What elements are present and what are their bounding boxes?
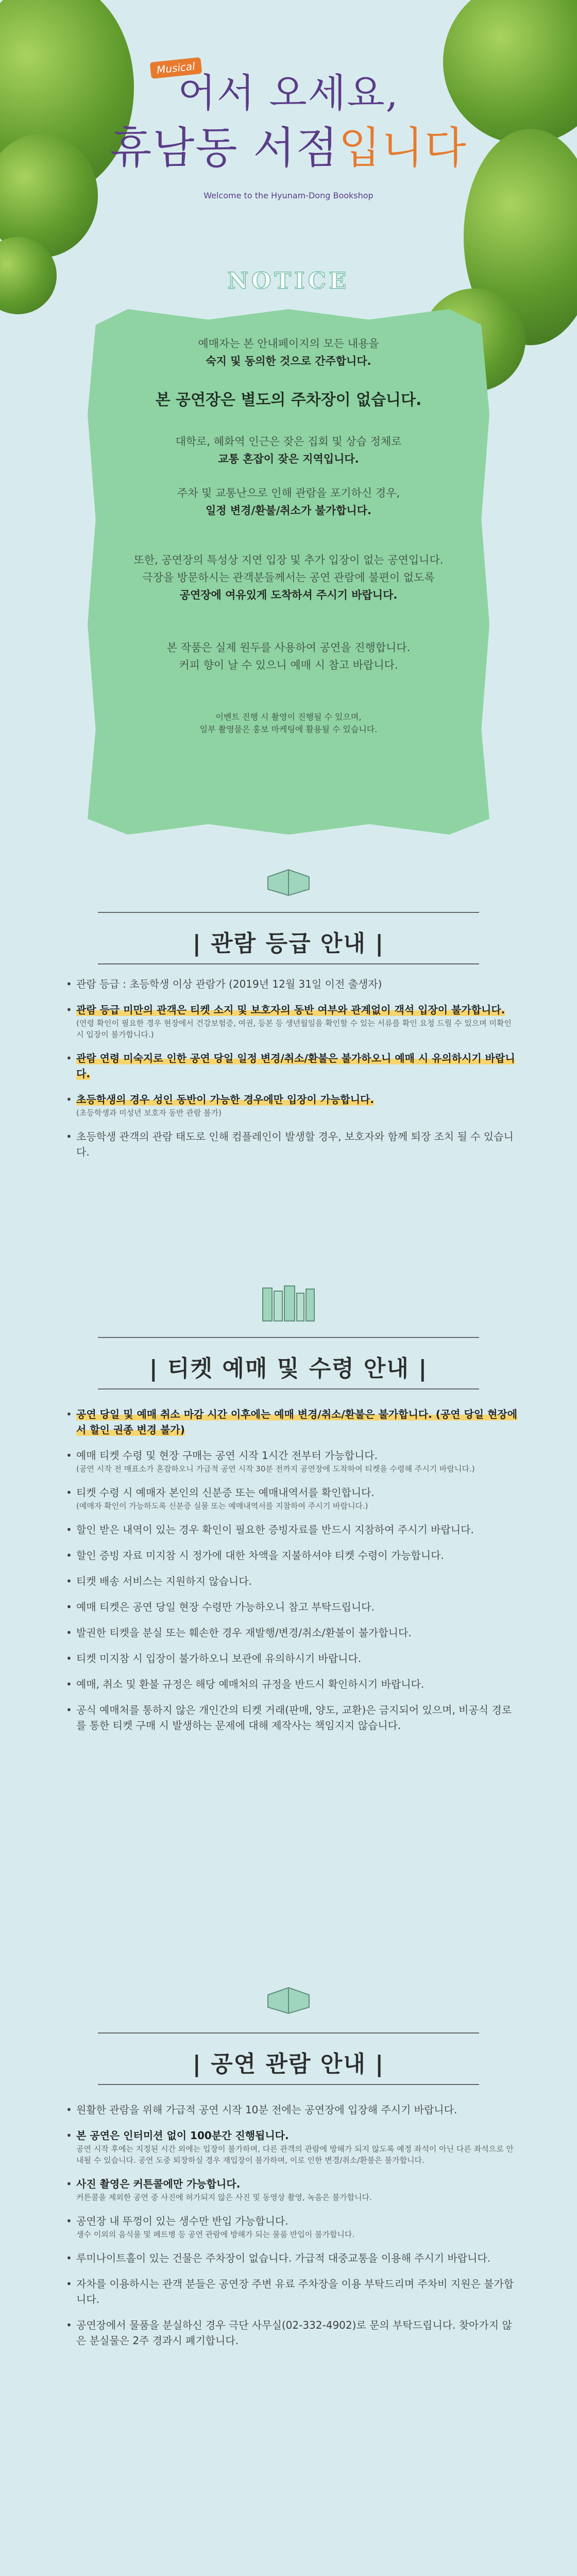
list-item: • 초등학생 관객의 관람 태도로 인해 컴플레인이 발생할 경우, 보호자와 함께 퇴장 조치 될 수 있습니다.	[66, 1129, 519, 1160]
list-item-text: 관람 연령 미숙지로 인한 공연 당일 일정 변경/취소/환불은 불가하오니 예매 시 유의하시기 바랍니다.	[76, 1052, 515, 1080]
notice-p3-line1: 주차 및 교통난으로 인해 관람을 포기하신 경우,	[177, 487, 400, 499]
list-item: • 발권한 티켓을 분실 또는 훼손한 경우 재발행/변경/취소/환불이 불가합니다.	[66, 1625, 519, 1640]
notice-p4	[103, 551, 474, 604]
section2-list	[66, 1406, 519, 1743]
section2-heading: | 티켓 예매 및 수령 안내 |	[149, 1355, 428, 1382]
notice-p6	[103, 711, 474, 736]
list-item-text: 본 공연은 인터미션 없이 100분간 진행됩니다.	[76, 2129, 289, 2142]
hero-title-line2	[0, 113, 577, 176]
list-item: • 할인 증빙 자료 미지참 시 정가에 대한 차액을 지불하셔야 티켓 수령이 가능합니다.	[66, 1548, 519, 1563]
notice-p1-line2: 숙지 및 동의한 것으로 간주합니다.	[206, 355, 371, 367]
notice-p6-line1: 이벤트 진행 시 촬영이 진행될 수 있으며,	[215, 712, 362, 722]
list-item-note: 공연 시작 후에는 지정된 시간 외에는 입장이 불가하며, 다른 관객의 관람에 방해가 되지 않도록 예정 좌석이 아닌 다른 좌석으로 안내될 수 있습니다. 공연 도중 퇴장하실 경우 재입장이 불가하며, 이로 인한 변경/취소/환불은 불가합니다.	[76, 2144, 514, 2165]
book-icon	[265, 1984, 312, 2014]
notice-p5-line1: 본 작품은 실제 원두를 사용하여 공연을 진행합니다.	[166, 641, 411, 654]
list-item: • 예매 티켓은 공연 당일 현장 수령만 가능하오니 참고 부탁드립니다.	[66, 1599, 519, 1615]
hero-title-bookshop: 휴남동 서점	[110, 123, 339, 173]
list-item-note: (예매자 확인이 가능하도록 신분증 실물 또는 예매내역서를 지참하여 주시기 바랍니다.)	[76, 1501, 368, 1511]
section1-bottom-rule	[98, 963, 479, 964]
notice-p2	[103, 433, 474, 468]
list-item-note: 생수 이외의 음식물 및 페트병 등 공연 관람에 방해가 되는 물품 반입이 불가합니다.	[76, 2230, 355, 2239]
notice-p4-line2: 극장을 방문하시는 관객분들께서는 공연 관람에 불편이 없도록	[142, 571, 435, 584]
list-item: • 원활한 관람을 위해 가급적 공연 시작 10분 전에는 공연장에 입장해 주시기 바랍니다.	[66, 2102, 519, 2117]
list-item: • 자차를 이용하시는 관객 분들은 공연장 주변 유료 주차장을 이용 부탁드리며 주차비 지원은 불가합니다.	[66, 2276, 519, 2307]
list-item	[66, 1448, 519, 1475]
list-item-text: 관람 등급 미만의 관객은 티켓 소지 및 보호자의 동반 여부와 관계없이 객석 입장이 불가합니다.	[76, 1004, 505, 1016]
list-item	[66, 2128, 519, 2166]
books-icon	[258, 1283, 319, 1324]
list-item-text: 초등학생의 경우 성인 동반이 가능한 경우에만 입장이 가능합니다.	[76, 1093, 374, 1106]
list-item-text: 티켓 수령 시 예매자 본인의 신분증 또는 예매내역서를 확인합니다.	[76, 1486, 375, 1499]
book-icon	[265, 866, 312, 896]
list-item: • 루미나이트홀이 있는 건물은 주차장이 없습니다. 가급적 대중교통을 이용해 주시기 바랍니다.	[66, 2250, 519, 2266]
list-item: • 공연장에서 물품을 분실하신 경우 극단 사무실(02-332-4902)로 문의 부탁드립니다. 찾아가지 않은 분실물은 2주 경과시 폐기합니다.	[66, 2317, 519, 2348]
list-item: • 공식 예매처를 통하지 않은 개인간의 티켓 거래(판매, 양도, 교환)은 금지되어 있으며, 비공식 경로를 통한 티켓 구매 시 발생하는 문제에 대해 제작사는 책임지지 않습니다.	[66, 1702, 519, 1733]
hero-subtitle: Welcome to the Hyunam-Dong Bookshop	[203, 191, 374, 200]
list-item-text: 공연 당일 및 예매 취소 마감 시간 이후에는 예매 변경/취소/환불은 불가합니다. (공연 당일 현장에서 할인 권종 변경 불가)	[76, 1408, 518, 1436]
notice-p3	[103, 484, 474, 519]
notice-p2-line2: 교통 혼잡이 잦은 지역입니다.	[218, 453, 359, 465]
section2-bottom-rule	[98, 1388, 479, 1389]
list-item: • 관람 등급 : 초등학생 이상 관람가 (2019년 12월 31일 이전 출생자)	[66, 976, 519, 992]
list-item	[66, 1092, 519, 1118]
section3-heading: | 공연 관람 안내 |	[192, 2051, 385, 2077]
section3-top-rule	[98, 2032, 479, 2033]
notice-p5-line2: 커피 향이 날 수 있으니 예매 시 참고 바랍니다.	[179, 659, 398, 671]
section3-list	[66, 2102, 519, 2359]
section1-heading: | 관람 등급 안내 |	[192, 930, 385, 957]
list-item: • 티켓 미지참 시 입장이 불가하오니 보관에 유의하시기 바랍니다.	[66, 1651, 519, 1666]
notice-p1-line1: 예매자는 본 안내페이지의 모든 내용을	[198, 337, 379, 350]
notice-p4-line3: 공연장에 여유있게 도착하셔 주시기 바랍니다.	[179, 589, 398, 601]
notice-p3-line2: 일정 변경/환불/취소가 불가합니다.	[206, 504, 371, 517]
list-item	[66, 1050, 519, 1081]
list-item	[66, 1002, 519, 1040]
list-item-note: (초등학생과 미성년 보호자 동반 관람 불가)	[76, 1108, 222, 1117]
hero-title-ending: 입니다	[338, 123, 467, 173]
list-item-text: 예매 티켓 수령 및 현장 구매는 공연 시작 1시간 전부터 가능합니다.	[76, 1449, 378, 1462]
notice-p4-line1: 또한, 공연장의 특성상 지연 입장 및 추가 입장이 없는 공연입니다.	[133, 554, 444, 566]
list-item	[66, 2176, 519, 2203]
list-item: • 예매, 취소 및 환불 규정은 해당 예매처의 규정을 반드시 확인하시기 바랍니다.	[66, 1676, 519, 1692]
section3-bottom-rule	[98, 2084, 479, 2085]
list-item-note: (공연 시작 전 매표소가 혼잡하오니 가급적 공연 시작 30분 전까지 공연장에 도착하여 티켓을 수령해 주시기 바랍니다.)	[76, 1464, 475, 1473]
section1-list	[66, 976, 519, 1170]
section1-top-rule	[98, 912, 479, 913]
hero-title-line1: 어서 오세요,	[178, 70, 399, 116]
notice-p5	[103, 639, 474, 674]
list-item	[66, 1406, 519, 1437]
list-item-text: 공연장 내 뚜껑이 있는 생수만 반입 가능합니다.	[76, 2215, 288, 2227]
list-item: • 티켓 배송 서비스는 지원하지 않습니다.	[66, 1573, 519, 1589]
notice-parking: 본 공연장은 별도의 주차장이 없습니다.	[155, 391, 422, 409]
list-item-note: (연령 확인이 필요한 경우 현장에서 건강보험증, 여권, 등본 등 생년월일을 확인할 수 있는 서류를 확인 요청 드릴 수 있으며 미확인 시 입장이 불가합니다.)	[76, 1019, 512, 1039]
musical-badge: Musical	[150, 57, 202, 79]
list-item: • 할인 받은 내역이 있는 경우 확인이 필요한 증빙자료를 반드시 지참하여 주시기 바랍니다.	[66, 1522, 519, 1537]
list-item-note: 커튼콜을 제외한 공연 중 사진에 허가되지 않은 사진 및 동영상 촬영, 녹음은 불가합니다.	[76, 2193, 372, 2202]
notice-p2-line1: 대학로, 혜화역 인근은 잦은 집회 및 상습 정체로	[175, 435, 402, 448]
notice-p1	[103, 335, 474, 370]
section2-top-rule	[98, 1337, 479, 1338]
notice-p6-line2: 일부 촬영물은 홍보 마케팅에 활용될 수 있습니다.	[199, 724, 378, 734]
list-item-text: 사진 촬영은 커튼콜에만 가능합니다.	[76, 2178, 241, 2190]
list-item	[66, 1485, 519, 1512]
list-item	[66, 2213, 519, 2240]
notice-title: NOTICE	[227, 268, 350, 294]
